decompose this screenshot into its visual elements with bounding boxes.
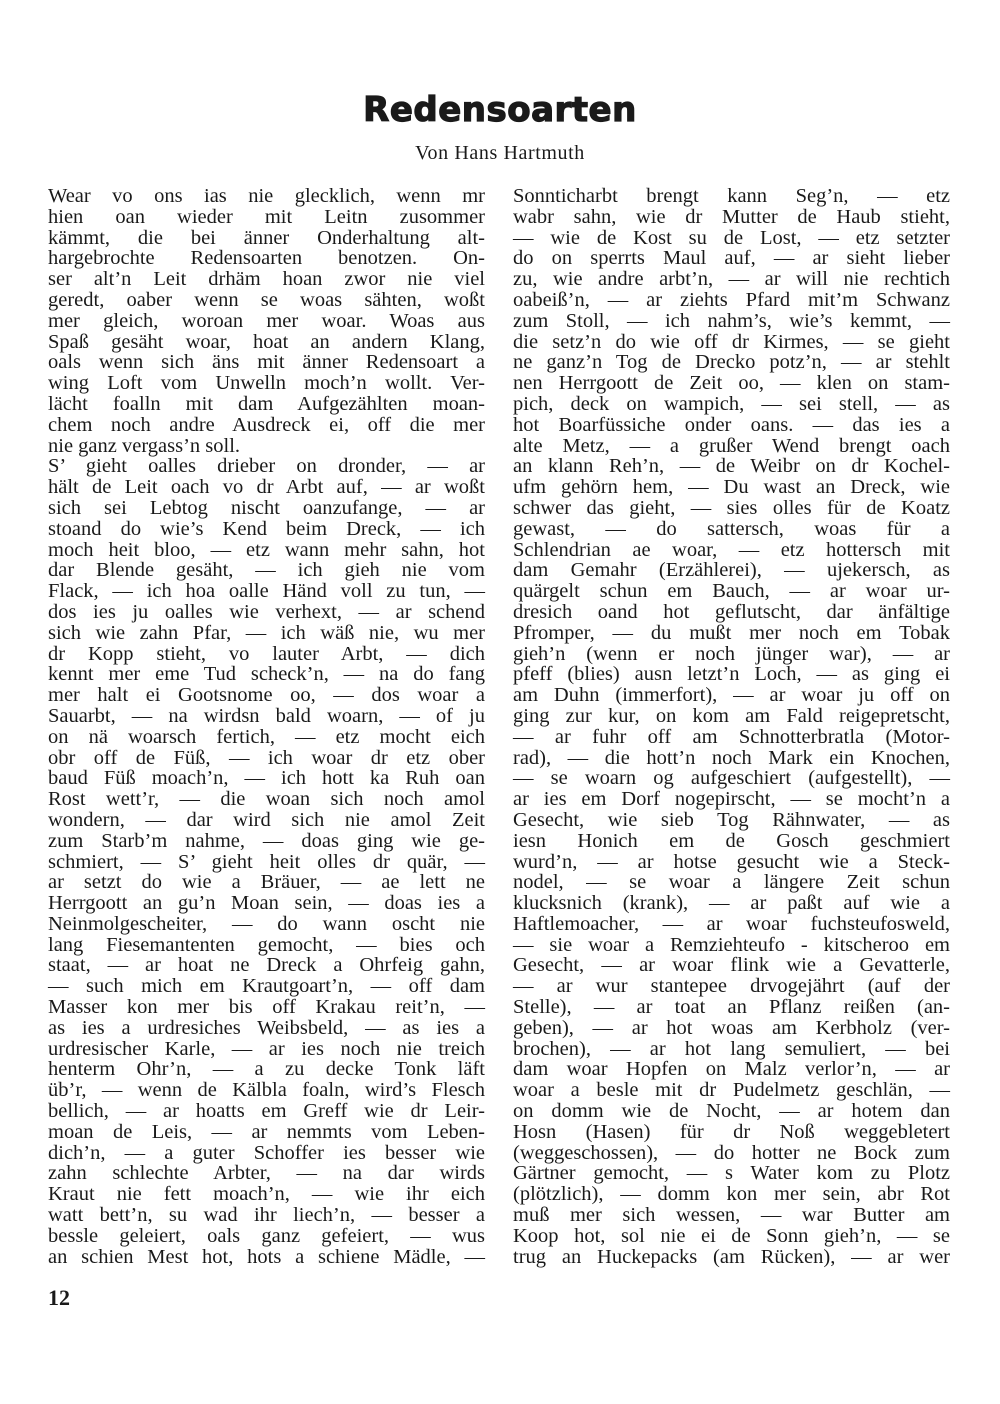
text-line: lang Fiesemantenten gemocht, — bies och <box>48 933 485 956</box>
text-line: Pfromper, — du mußt mer noch em Tobak <box>513 621 950 644</box>
text-line: (weggeschossen), — do hotter ne Bock zum <box>513 1141 950 1164</box>
text-line: ging zur kur, on kom am Fald reigepretscht, <box>513 704 950 727</box>
text-line: hält de Leit oach vo dr Arbt auf, — ar woßt <box>48 476 485 499</box>
text-line: iesn Honich em de Gosch geschmiert <box>513 829 950 852</box>
text-line: sich sei Lebtog nischt oanzufange, — ar <box>48 496 485 519</box>
text-line: Stelle), — ar toat an Pflanz reißen (an- <box>513 996 950 1019</box>
text-line: quärgelt schun em Bauch, — ar woar ur- <box>513 580 950 603</box>
text-line: sich wie zahn Pfar, — ich wäß nie, wu mer <box>48 621 485 644</box>
text-line: zahn schlechte Arbter, — na dar wirds <box>48 1162 485 1185</box>
page-number: 12 <box>48 1285 70 1310</box>
text-line: woar a besle mit dr Pudelmetz geschlän, — <box>513 1079 950 1102</box>
text-column-left <box>48 186 485 1267</box>
text-line: wurd’n, — ar hotse gesucht wie a Steck- <box>513 850 950 873</box>
text-line: Spaß gesäht woar, hoat an andern Klang, <box>48 330 485 353</box>
text-line: lächt foalln mit dam Aufgezählten moan- <box>48 392 485 415</box>
text-line: hot Boarfüssiche onder oans. — das ies a <box>513 413 950 436</box>
text-line: Herrgoott an gu’n Moan sein, — doas ies a <box>48 892 485 915</box>
paragraph <box>48 456 485 1267</box>
text-line: S’ gieht oalles drieber on dronder, — ar <box>48 455 485 478</box>
text-line: kämmt, die bei änner Onderhaltung alt- <box>48 226 485 249</box>
text-line: schmiert, — S’ gieht heit olles dr quär, — <box>48 850 485 873</box>
text-line: dar Blende gesäht, — ich gieh nie vom <box>48 559 485 582</box>
text-line: chem noch andre Ausdreck ei, off die mer <box>48 413 485 436</box>
text-line: moch heit bloo, — etz wann mehr sahn, hot <box>48 538 485 561</box>
text-line: Hosn (Hasen) für dr Noß weggebletert <box>513 1120 950 1143</box>
text-line: ser alt’n Leit drhäm hoan zwor nie viel <box>48 268 485 291</box>
text-line: ufm gehörn hem, — Du wast an Dreck, wie <box>513 476 950 499</box>
text-line: (plötzlich), — domm kon mer sein, abr Rot <box>513 1183 950 1206</box>
text-line: Kraut nie fett moach’n, — wie ihr eich <box>48 1183 485 1206</box>
text-line: Gesecht, wie sieb Tog Rähnwater, — as <box>513 808 950 831</box>
text-line: dam Gemahr (Erzählerei), — ujekersch, as <box>513 559 950 582</box>
text-line: Sonnticharbt brengt kann Seg’n, — etz <box>513 185 950 207</box>
paragraph <box>48 186 485 456</box>
text-line: Wear vo ons ias nie glecklich, wenn mr <box>48 185 485 207</box>
text-line: — such mich em Krautgoart’n, — off dam <box>48 975 485 998</box>
article-byline: Von Hans Hartmuth <box>415 142 585 164</box>
text-line: watt bett’n, su wad ihr liech’n, — besser a <box>48 1204 485 1227</box>
article-title: Redensoarten <box>363 90 637 130</box>
text-line: pich, deck on wampich, — sei stell, — as <box>513 392 950 415</box>
text-line: ne ganz’n Tog de Drecko potz’n, — ar stehlt <box>513 351 950 374</box>
text-line: bessle geleiert, oals ganz gefeiert, — wus <box>48 1224 485 1247</box>
text-line: mer gleich, woroan mer woar. Woas aus <box>48 309 485 332</box>
text-line: trug an Huckepacks (am Rücken), — ar wer <box>513 1245 950 1268</box>
text-line: — ar wur stantepee drvogejährt (auf der <box>513 975 950 998</box>
text-line: do on sperrts Maul auf, — ar sieht lieber <box>513 247 950 270</box>
text-line: — ar fuhr off am Schnotterbratla (Motor- <box>513 725 950 748</box>
text-line: zu, wie andre arbt’n, — ar will nie rechtich <box>513 268 950 291</box>
text-line: dam woar Hopfen on Malz verlor’n, — ar <box>513 1058 950 1081</box>
text-line: am Duhn (immerfort), — ar woar ju off on <box>513 684 950 707</box>
text-line: wondern, — dar wird sich nie amol Zeit <box>48 808 485 831</box>
paragraph <box>513 186 950 1267</box>
text-line: on domm wie de Nocht, — ar hotem dan <box>513 1100 950 1123</box>
text-line: Koop hot, sol nie ei de Sonn gieh’n, — se <box>513 1224 950 1247</box>
text-line: Gärtner gemocht, — s Water kom zu Plotz <box>513 1162 950 1185</box>
text-line: Neinmolgescheiter, — do wann oscht nie <box>48 912 485 935</box>
text-line: zum Stoll, — ich nahm’s, wie’s kemmt, — <box>513 309 950 332</box>
text-line: — sie woar a Remziehteufo - kitscheroo em <box>513 933 950 956</box>
text-line: an schien Mest hot, hots a schiene Mädle, — <box>48 1245 485 1268</box>
text-line: — wie de Kost su de Lost, — etz setzter <box>513 226 950 249</box>
text-line: Haftlemoacher, — ar woar fuchsteufosweld, <box>513 912 950 935</box>
text-line: nodel, — se woar a längere Zeit schun <box>513 871 950 894</box>
text-line: nen Herrgoott de Zeit oo, — klen on stam- <box>513 372 950 395</box>
text-line: kennt mer eme Tud scheck’n, — na do fang <box>48 663 485 686</box>
text-line: oals wenn sich äns mit änner Redensoart a <box>48 351 485 374</box>
text-line: wabr sahn, wie dr Mutter de Haub stieht, <box>513 205 950 228</box>
text-line: urdresischer Karle, — ar ies noch nie treich <box>48 1037 485 1060</box>
text-line: Flack, — ich hoa oalle Händ voll zu tun, — <box>48 580 485 603</box>
text-line: obr off de Füß, — ich woar dr etz ober <box>48 746 485 769</box>
text-line: gieh’n (wenn er noch jünger war), — ar <box>513 642 950 665</box>
text-line: geredt, oaber wenn se woas sähten, woßt <box>48 288 485 311</box>
text-line: ar ies em Dorf nogepirscht, — se mocht’n a <box>513 788 950 811</box>
text-line: an klann Reh’n, — de Weibr on dr Kochel- <box>513 455 950 478</box>
text-line: henterm Ohr’n, — a zu decke Tonk läft <box>48 1058 485 1081</box>
text-line: oabeiß’n, — ar ziehts Pfard mit’m Schwanz <box>513 288 950 311</box>
text-line: Gesecht, — ar woar flink wie a Gevatterle, <box>513 954 950 977</box>
text-line: hien oan wieder mit Leitn zusommer <box>48 205 485 228</box>
text-line: geben), — ar hot woas am Kerbholz (ver- <box>513 1016 950 1039</box>
text-line: üb’r, — wenn de Kälbla foaln, wird’s Flesch <box>48 1079 485 1102</box>
text-line: brochen), — ar hot lang semuliert, — bei <box>513 1037 950 1060</box>
text-line: nie ganz vergass’n soll. <box>48 434 241 457</box>
text-line: die setz’n do wie off dr Kirmes, — se gieht <box>513 330 950 353</box>
text-line: zum Starb’m nahme, — doas ging wie ge- <box>48 829 485 852</box>
text-line: Schlendrian ae woar, — etz hottersch mit <box>513 538 950 561</box>
text-line: moan de Leis, — ar nemmts vom Leben- <box>48 1120 485 1143</box>
text-line: alte Metz, — a grußer Wend brengt oach <box>513 434 950 457</box>
text-line: stoand do wie’s Kend beim Dreck, — ich <box>48 517 485 540</box>
text-line: dos ies ju oalles wie verhext, — ar schend <box>48 600 485 623</box>
text-line: dich’n, — a guter Schoffer ies besser wie <box>48 1141 485 1164</box>
text-line: as ies a urdresiches Weibsbeld, — as ies a <box>48 1016 485 1039</box>
text-line: bellich, — ar hoatts em Greff wie dr Leir- <box>48 1100 485 1123</box>
text-line: muß mer sich wessen, — war Butter am <box>513 1204 950 1227</box>
text-line: dresich oand hot geflutscht, dar änfältige <box>513 600 950 623</box>
text-line: Masser kon mer bis off Krakau reit’n, — <box>48 996 485 1019</box>
text-line: wing Loft vom Unwelln moch’n wollt. Ver- <box>48 372 485 395</box>
text-line: rad), — die hott’n noch Mark ein Knochen, <box>513 746 950 769</box>
text-line: pfeff (blies) ausn letzt’n Loch, — as ging ei <box>513 663 950 686</box>
text-line: Rost wett’r, — die woan sich noch amol <box>48 788 485 811</box>
text-line: staat, — ar hoat ne Dreck a Ohrfeig gahn, <box>48 954 485 977</box>
text-line: on nä woarsch fertich, — etz mocht eich <box>48 725 485 748</box>
text-line: hargebrochte Redensoarten benotzen. On- <box>48 247 485 270</box>
text-line: schwer das gieht, — sies olles für de Koatz <box>513 496 950 519</box>
text-line: gewast, — do sattersch, woas für a <box>513 517 950 540</box>
text-line: Sauarbt, — na wirdsn bald woarn, — of ju <box>48 704 485 727</box>
text-line: ar setzt do wie a Bräuer, — ae lett ne <box>48 871 485 894</box>
text-line: klucksnich (krank), — ar paßt auf wie a <box>513 892 950 915</box>
text-line: dr Kopp stieht, vo lauter Arbt, — dich <box>48 642 485 665</box>
text-line: baud Füß moach’n, — ich hott ka Ruh oan <box>48 767 485 790</box>
text-line: — se woarn og aufgeschiert (aufgestellt), — <box>513 767 950 790</box>
text-line: mer halt ei Gootsnome oo, — dos woar a <box>48 684 485 707</box>
text-column-right <box>513 186 950 1267</box>
